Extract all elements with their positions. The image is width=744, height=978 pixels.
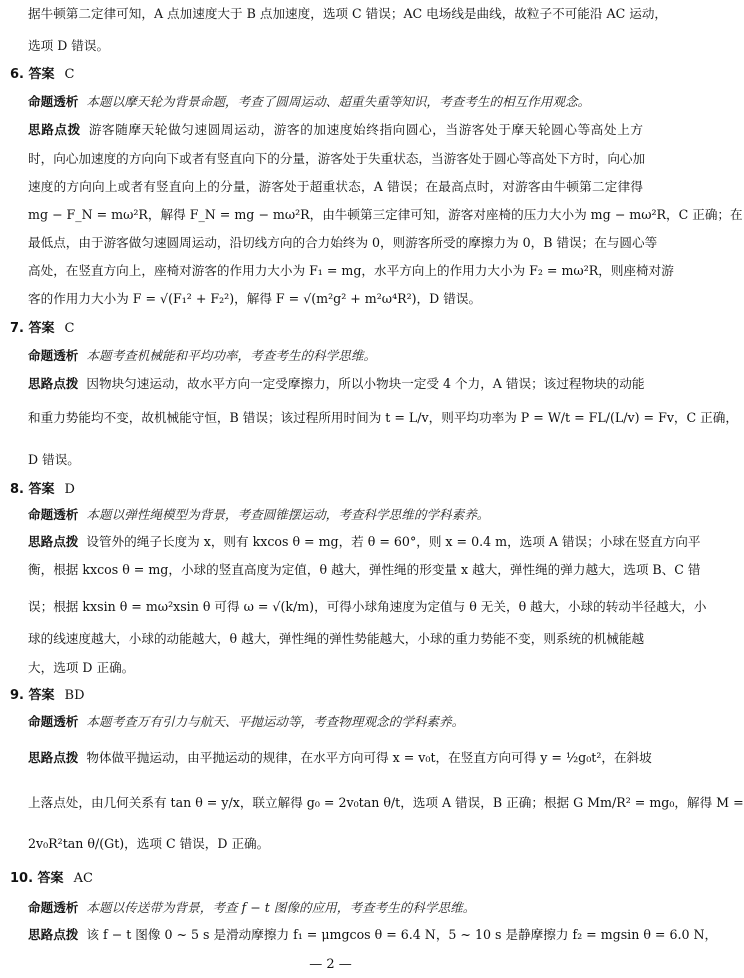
answer-label: 7. 答案 [10,321,55,336]
answer-7 [10,322,643,335]
text-line: 2v₀R²tan θ/(Gt)，选项 C 错误，D 正确。 [28,836,270,851]
text-line: D 错误。 [28,452,80,467]
text-line [28,716,643,729]
text-line: 速度的方向向上或者有竖直向上的分量，游客处于超重状态，A 错误；在最高点时，对游客由牛顿第二定律得 [28,179,643,194]
answer-value: D [64,482,75,497]
section-label: 命题透析 [28,94,79,109]
page-number: — 2 — [309,957,352,972]
text-line: 时，向心加速度的方向向下或者有竖直向下的分量，游客处于失重状态，当游客处于圆心等高处下方时，向心加 [28,151,646,166]
text-line [28,902,643,915]
text-line [28,534,701,549]
text-line [28,350,643,363]
answer-value: C [64,321,75,336]
answer-label: 10. 答案 [10,871,64,886]
text-line: 和重力势能均不变，故机械能守恒，B 错误；该过程所用时间为 t = L/v，则平均功率为 P = W/t = FL/(L/v) = Fv，C 正确， [28,410,738,425]
section-label: 思路点拨 [28,534,79,549]
section-label: 命题透析 [28,348,79,363]
section-label: 思路点拨 [28,376,79,391]
answer-value: C [64,67,75,82]
text-line [28,124,643,137]
section-text: 本题考查万有引力与航天、平抛运动等，考查物理观念的学科素养。 [86,714,465,729]
text-line: 高处，在竖直方向上，座椅对游客的作用力大小为 F₁ = mg，水平方向上的作用力大小为 F₂ = mω²R，则座椅对游 [28,263,674,278]
answer-label: 6. 答案 [10,67,55,82]
answer-9 [10,689,643,702]
answer-label: 8. 答案 [10,482,55,497]
text-line: 衡，根据 kxcos θ = mg，小球的竖直高度为定值，θ 越大，弹性绳的形变量 x 越大，弹性绳的弹力越大，选项 B、C 错 [28,562,701,577]
text-line: 最低点，由于游客做匀速圆周运动，沿切线方向的合力始终为 0，则游客所受的摩擦力为 0，B 错误；在与圆心等 [28,235,658,250]
section-text: 该 f − t 图像 0 ~ 5 s 是滑动摩擦力 f₁ = μmgcos θ = 6.4 N，5 ~ 10 s 是静摩擦力 f₂ = mgsin θ = 6.0 N， [86,927,718,942]
section-label: 命题透析 [28,900,79,915]
answer-value: AC [73,871,93,886]
text-line: mg − F_N = mω²R，解得 F_N = mg − mω²R，由牛顿第三定律可知，游客对座椅的压力大小为 mg − mω²R，C 正确；在 [28,207,743,222]
section-label: 命题透析 [28,507,79,522]
section-text: 物体做平抛运动，由平抛运动的规律，在水平方向可得 x = v₀t，在竖直方向可得 y = ½g₀t²，在斜坡 [86,750,652,765]
text-line [28,927,718,942]
text-line [28,96,643,109]
section-label: 思路点拨 [28,122,81,137]
section-label: 命题透析 [28,714,79,729]
text-line: 据牛顿第二定律可知，A 点加速度大于 B 点加速度，选项 C 错误；AC 电场线是曲线，故粒子不可能沿 AC 运动， [28,6,668,21]
text-line: 球的线速度越大，小球的动能越大，θ 越大，弹性绳的弹性势能越大，小球的重力势能不变，则系统的机械能越 [28,631,645,646]
section-label: 思路点拨 [28,750,79,765]
answer-label: 9. 答案 [10,688,55,703]
text-line: 误；根据 kxsin θ = mω²xsin θ 可得 ω = √(k/m)，可得小球角速度为定值与 θ 无关，θ 越大，小球的转动半径越大，小 [28,599,707,614]
section-text: 本题以弹性绳模型为背景，考查圆锥摆运动，考查科学思维的学科素养。 [86,507,490,522]
answer-6 [10,68,643,81]
text-line [28,750,652,765]
section-text: 本题以传送带为背景，考查 f − t 图像的应用，考查考生的科学思维。 [86,900,476,915]
answer-value: BD [64,688,85,703]
section-text: 游客随摩天轮做匀速圆周运动，游客的加速度始终指向圆心，当游客处于摩天轮圆心等高处上方 [88,122,644,137]
section-text: 因物块匀速运动，故水平方向一定受摩擦力，所以小物块一定受 4 个力，A 错误；该过程物块的动能 [86,376,645,391]
section-text: 本题以摩天轮为背景命题，考查了圆周运动、超重失重等知识，考查考生的相互作用观念。 [86,94,591,109]
answer-10 [10,872,643,885]
text-line [28,378,643,391]
text-line: 客的作用力大小为 F = √(F₁² + F₂²)，解得 F = √(m²g² + m²ω⁴R²)，D 错误。 [28,291,482,306]
text-line: 选项 D 错误。 [28,38,110,53]
section-label: 思路点拨 [28,927,79,942]
answer-8 [10,483,643,496]
text-line: 大，选项 D 正确。 [28,660,135,675]
text-line [28,509,643,522]
section-text: 设管外的绳子长度为 x，则有 kxcos θ = mg，若 θ = 60°，则 x = 0.4 m，选项 A 错误；小球在竖直方向平 [86,534,701,549]
section-text: 本题考查机械能和平均功率，考查考生的科学思维。 [86,348,377,363]
text-line: 上落点处，由几何关系有 tan θ = y/x，联立解得 g₀ = 2v₀tan θ/t，选项 A 错误，B 正确；根据 G Mm/R² = mg₀，解得 M = [28,795,744,810]
